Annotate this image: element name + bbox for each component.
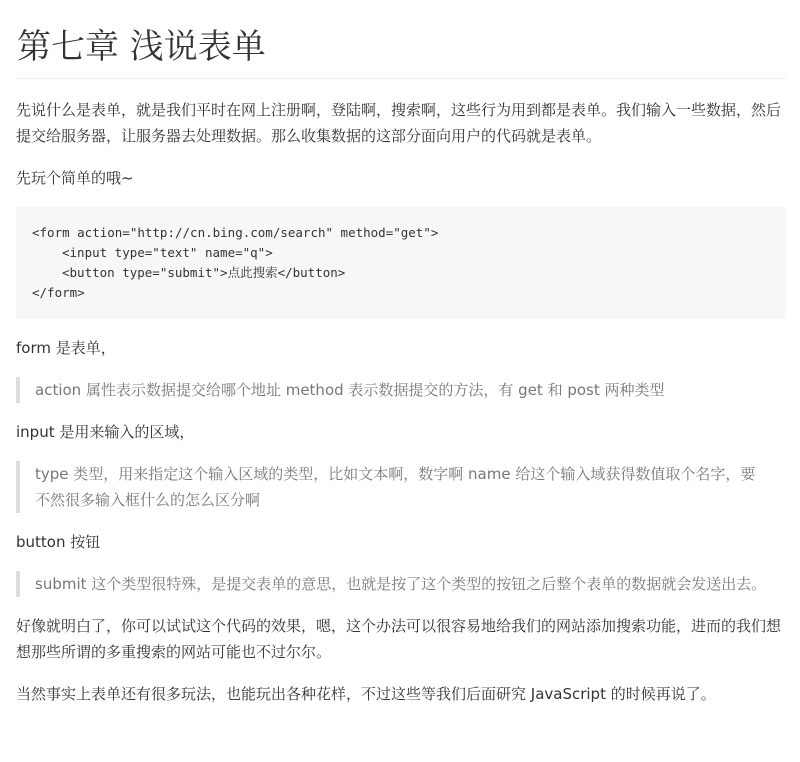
code-line: <form action="http://cn.bing.com/search" method="get">	[32, 225, 439, 240]
form-note-blockquote: action 属性表示数据提交给哪个地址 method 表示数据提交的方法，有 get 和 post 两种类型	[16, 377, 786, 403]
article	[16, 0, 786, 707]
lead-paragraph: 先玩个简单的哦~	[16, 169, 134, 187]
conclusion-paragraph: 好像就明白了，你可以试试这个代码的效果，嗯，这个办法可以很容易地给我们的网站添加搜索功能，进而的我们想想那些所谓的多重搜索的网站可能也不过尔尔。	[16, 617, 782, 661]
intro-paragraph: 先说什么是表单，就是我们平时在网上注册啊，登陆啊，搜索啊，这些行为用到都是表单。我们输入一些数据，然后提交给服务器，让服务器去处理数据。那么收集数据的这部分面向用户的代码就是表单。	[16, 101, 782, 145]
code-line: <input type="text" name="q">	[62, 245, 273, 260]
button-note-blockquote: submit 这个类型很特殊，是提交表单的意思，也就是按了这个类型的按钮之后整个表单的数据就会发送出去。	[16, 571, 786, 597]
code-line: </form>	[32, 285, 85, 300]
page-title: 第七章 浅说表单	[17, 27, 266, 67]
input-heading: input 是用来输入的区域，	[16, 423, 195, 441]
code-block	[16, 207, 786, 319]
closing-paragraph: 当然事实上表单还有很多玩法，也能玩出各种花样，不过这些等我们后面研究 JavaScript 的时候再说了。	[16, 685, 716, 703]
button-heading: button 按钮	[16, 533, 101, 551]
title-divider	[16, 78, 786, 79]
input-note-blockquote: type 类型，用来指定这个输入区域的类型，比如文本啊，数字啊 name 给这个输入域获得数值取个名字，要不然很多输入框什么的怎么区分啊	[16, 461, 786, 513]
code-line: <button type="submit">点此搜索</button>	[62, 265, 346, 280]
form-heading: form 是表单，	[16, 339, 116, 357]
